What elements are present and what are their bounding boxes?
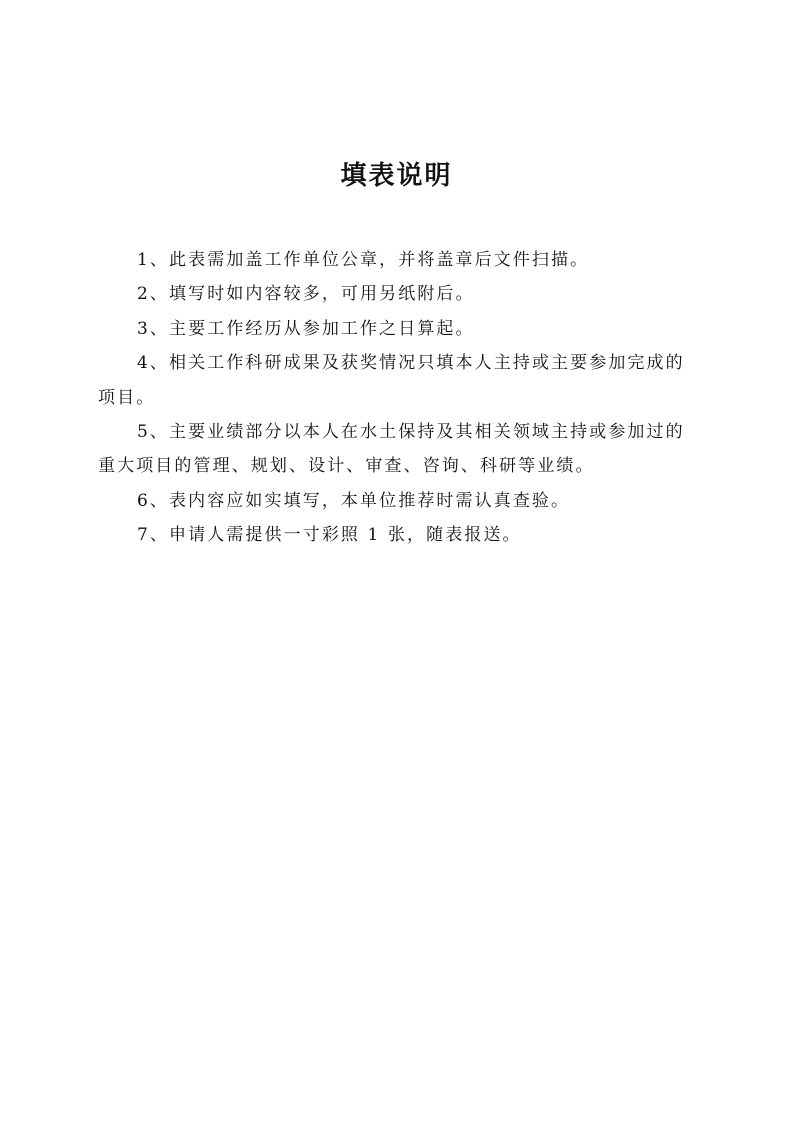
instruction-item-7: 7、申请人需提供一寸彩照 1 张，随表报送。 [137, 525, 522, 546]
instructions-list [98, 243, 698, 553]
instruction-item-5: 5、主要业绩部分以本人在水土保持及其相关领域主持或参加过的重大项目的管理、规划、设计、审查、咨询、科研等业绩。 [98, 422, 685, 477]
instruction-item-6: 6、表内容应如实填写，本单位推荐时需认真查验。 [137, 490, 571, 511]
page-title: 填表说明 [340, 161, 453, 191]
instruction-item-2: 2、填写时如内容较多，可用另纸附后。 [137, 284, 475, 305]
instruction-item-3: 3、主要工作经历从参加工作之日算起。 [137, 318, 475, 339]
instruction-item-1: 1、此表需加盖工作单位公章，并将盖章后文件扫描。 [137, 250, 590, 270]
instruction-item-4: 4、相关工作科研成果及获奖情况只填本人主持或主要参加完成的项目。 [98, 353, 685, 408]
